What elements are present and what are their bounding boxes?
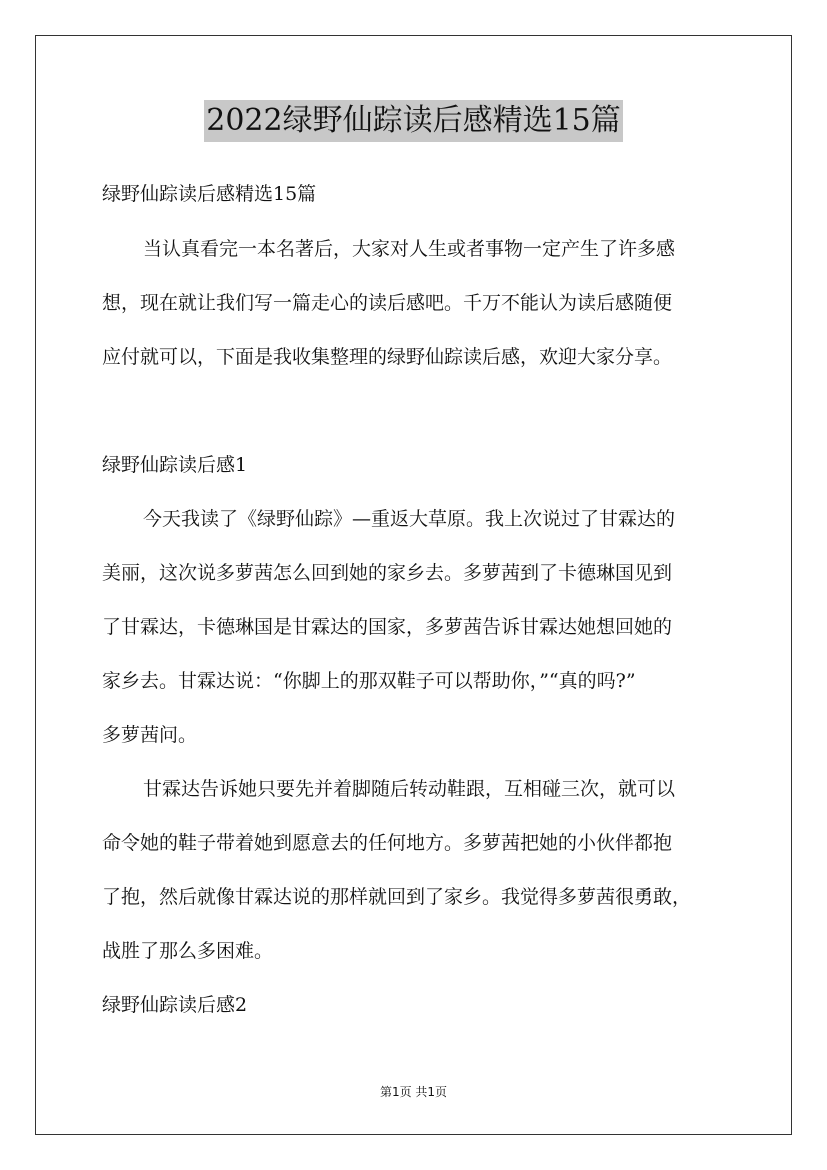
document-title: [0, 100, 827, 142]
section1-p1-line-2: 美丽，这次说多萝茜怎么回到她的家乡去。多萝茜到了卡德琳国见到: [102, 562, 673, 584]
section1-p1-line-1: 今天我读了《绿野仙踪》—重返大草原。我上次说过了甘霖达的: [143, 508, 676, 530]
section1-p1-line-5: 多萝茜问。: [102, 724, 198, 746]
intro-line-2: 想，现在就让我们写一篇走心的读后感吧。千万不能认为读后感随便: [102, 292, 673, 314]
intro-line-3: 应付就可以，下面是我收集整理的绿野仙踪读后感，欢迎大家分享。: [102, 346, 673, 368]
section1-p1-line-3: 了甘霖达，卡德琳国是甘霖达的国家，多萝茜告诉甘霖达她想回她的: [102, 616, 673, 638]
section1-p2-line-2: 命令她的鞋子带着她到愿意去的任何地方。多萝茜把她的小伙伴都抱: [102, 832, 673, 854]
section2-heading: 绿野仙踪读后感2: [102, 994, 248, 1016]
document-subtitle: 绿野仙踪读后感精选15篇: [102, 183, 317, 205]
document-title-text: 2022绿野仙踪读后感精选15篇: [204, 100, 623, 142]
section1-p2-line-1: 甘霖达告诉她只要先并着脚随后转动鞋跟，互相碰三次，就可以: [143, 778, 676, 800]
page-footer: 第1页 共1页: [379, 1085, 448, 1099]
section1-p2-line-3: 了抱，然后就像甘霖达说的那样就回到了家乡。我觉得多萝茜很勇敢，: [102, 886, 692, 908]
section1-heading: 绿野仙踪读后感1: [102, 454, 248, 476]
section1-p2-line-4: 战胜了那么多困难。: [102, 940, 274, 962]
section1-p1-line-4: 家乡去。甘霖达说：“你脚上的那双鞋子可以帮助你，”“真的吗?”: [102, 670, 636, 692]
intro-line-1: 当认真看完一本名著后，大家对人生或者事物一定产生了许多感: [143, 238, 676, 260]
